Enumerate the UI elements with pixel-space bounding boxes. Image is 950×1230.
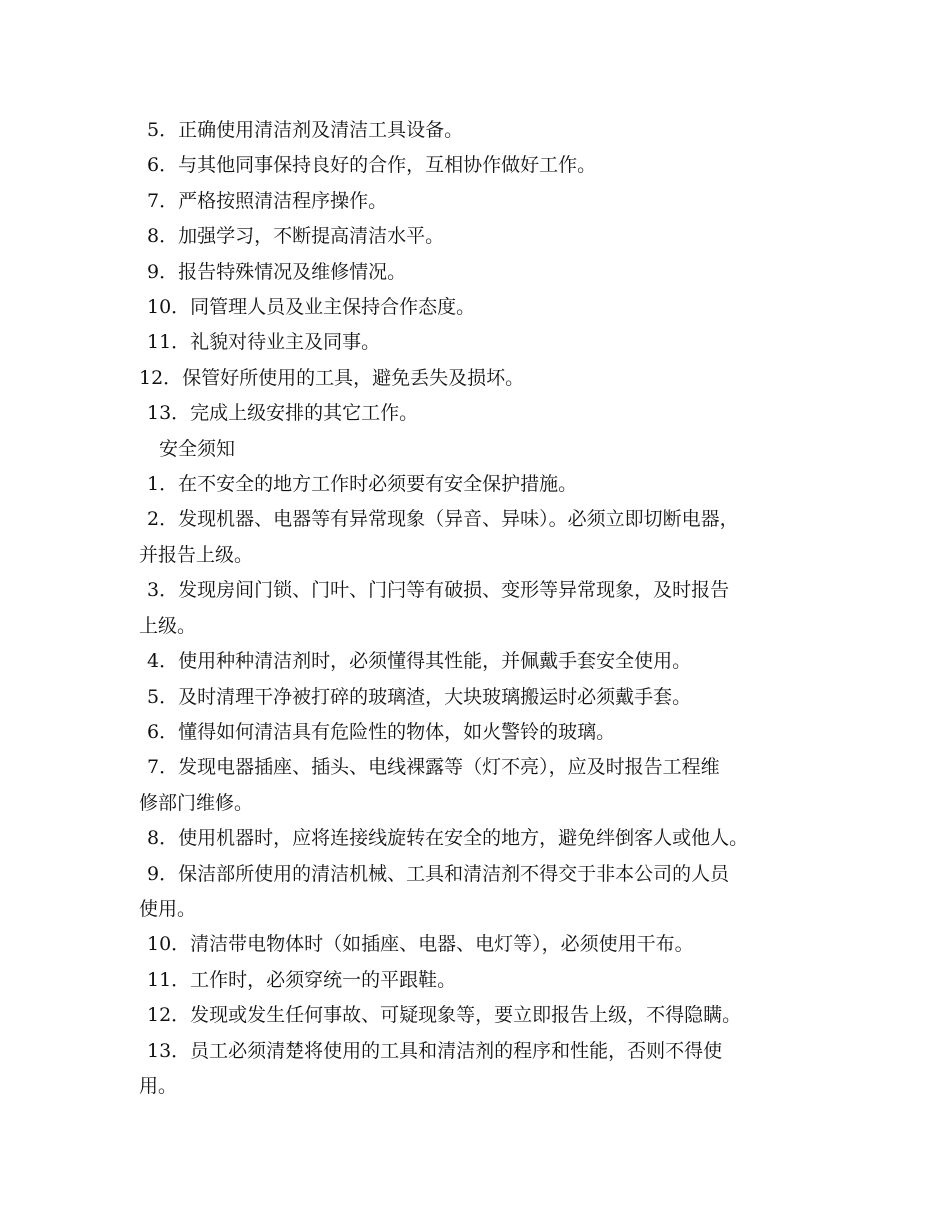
safety-item: 8．使用机器时，应将连接线旋转在安全的地方，避免绊倒客人或他人。	[147, 827, 749, 850]
safety-item: 6．懂得如何清洁具有危险性的物体，如火警铃的玻璃。	[147, 720, 616, 743]
safety-item: 2．发现机器、电器等有异常现象（异音、异味）。必须立即切断电器，	[147, 508, 739, 531]
safety-item-continuation: 并报告上级。	[139, 543, 254, 566]
safety-item: 9．保洁部所使用的清洁机械、工具和清洁剂不得交于非本公司的人员	[147, 862, 730, 885]
safety-item-continuation: 用。	[139, 1074, 178, 1097]
safety-item-continuation: 修部门维修。	[139, 791, 254, 814]
safety-item: 10．清洁带电物体时（如插座、电器、电灯等），必须使用干布。	[147, 933, 694, 956]
duty-item: 6．与其他同事保持良好的合作，互相协作做好工作。	[147, 154, 597, 177]
duty-item: 10．同管理人员及业主保持合作态度。	[147, 296, 476, 319]
safety-item: 3．发现房间门锁、门叶、门闩等有破损、变形等异常现象，及时报告	[147, 579, 730, 602]
safety-item: 5．及时清理干净被打碎的玻璃渣，大块玻璃搬运时必须戴手套。	[147, 685, 692, 708]
document-body	[139, 113, 839, 1104]
safety-item: 13．员工必须清楚将使用的工具和清洁剂的程序和性能，否则不得使	[147, 1039, 723, 1062]
safety-item: 12．发现或发生任何事故、可疑现象等，要立即报告上级，不得隐瞒。	[147, 1004, 742, 1027]
safety-item: 7．发现电器插座、插头、电线裸露等（灯不亮），应及时报告工程维	[147, 756, 720, 779]
duty-item: 9．报告特殊情况及维修情况。	[147, 260, 407, 283]
duty-item: 12．保管好所使用的工具，避免丢失及损坏。	[139, 366, 525, 389]
safety-item: 1．在不安全的地方工作时必须要有安全保护措施。	[147, 473, 578, 496]
safety-item-continuation: 上级。	[139, 614, 197, 637]
safety-item: 4．使用种种清洁剂时，必须懂得其性能，并佩戴手套安全使用。	[147, 650, 692, 673]
safety-heading: 安全须知	[159, 437, 236, 460]
duty-item: 7．严格按照清洁程序操作。	[147, 189, 388, 212]
duty-item: 11．礼貌对待业主及同事。	[147, 331, 381, 354]
duty-item: 13．完成上级安排的其它工作。	[147, 402, 419, 425]
duty-item: 5．正确使用清洁剂及清洁工具设备。	[147, 119, 464, 141]
safety-item: 11．工作时，必须穿统一的平跟鞋。	[147, 968, 457, 991]
duty-item: 8．加强学习，不断提高清洁水平。	[147, 225, 445, 248]
safety-item-continuation: 使用。	[139, 897, 197, 920]
